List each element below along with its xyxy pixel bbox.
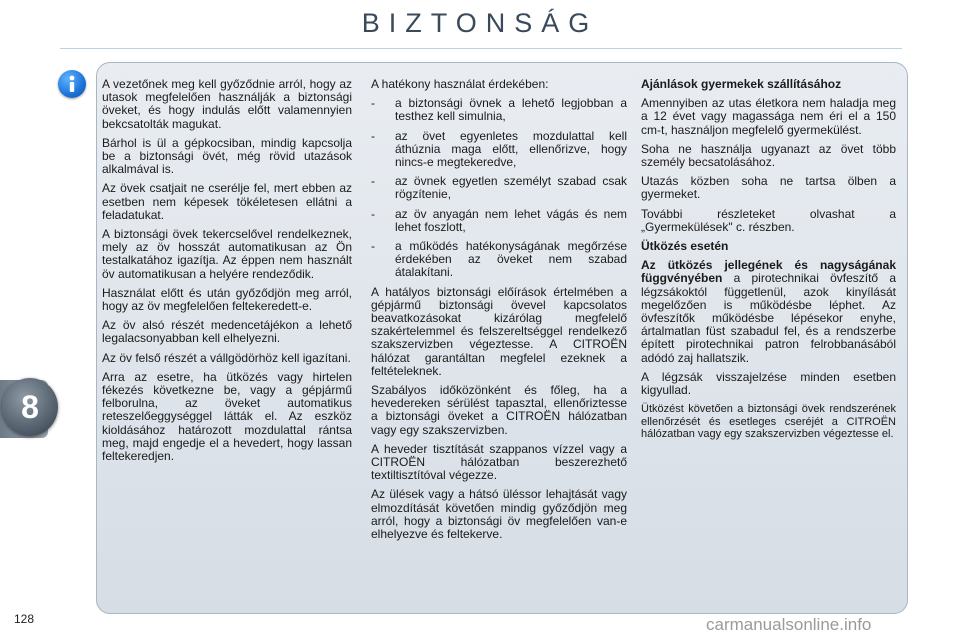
column-1 (102, 78, 352, 469)
usage-list (371, 97, 627, 279)
watermark: carmanualsonline.info (706, 615, 872, 634)
info-icon (58, 70, 86, 98)
airbag-light-paragraph: A légzsák visszajelzése minden esetben kigyullad. (641, 369, 896, 398)
title-divider (60, 48, 902, 49)
dash-bullet: - (371, 174, 375, 189)
dash-bullet: - (371, 239, 375, 254)
col1-paragraph: Bárhol is ül a gépkocsiban, mindig kapcsolja be a biztonsági övét, még rövid utazások alkalmával is. (102, 135, 352, 177)
list-item-text: az övet egyenletes mozdulattal kell áthúznia maga előtt, ellenőrizve, hogy nincs-e megtekeredve, (395, 128, 627, 170)
col1-paragraph: Az öv alsó részét medencetájékon a lehető legalacsonyabban kell elhelyezni. (102, 318, 352, 346)
col3-paragraph: További részleteket olvashat a „Gyermekülések" c. részben. (641, 206, 896, 234)
chapter-number-badge: 8 (2, 378, 58, 436)
dash-bullet: - (371, 128, 375, 143)
col1-paragraph: Az övek csatjait ne cserélje fel, mert ebben az esetben nem képesek tökéletesen ellátni a feladatukat. (102, 181, 352, 222)
col3-paragraph: Amennyiben az utas életkora nem haladja meg a 12 évet vagy magassága nem éri el a 150 cm-t, használjon megfelelő gyermekülést. (641, 96, 896, 137)
list-item (371, 240, 627, 280)
col1-paragraph: A vezetőnek meg kell győződnie arról, hogy az utasok megfelelően használják a biztonsági öveket, és hogy indulás előtt valamennyien bekcsatolták magukat. (102, 77, 352, 131)
list-item (371, 130, 627, 170)
page-title: BIZTONSÁG (361, 8, 599, 38)
col2-intro: A hatékony használat érdekében: (371, 77, 549, 91)
column-3 (641, 78, 896, 447)
col1-paragraph: Használat előtt és után győződjön meg arról, hogy az öv megfelelően feltekeredett-e. (102, 285, 352, 314)
col1-paragraph: Az öv felső részét a vállgödörhöz kell igazítani. (102, 350, 351, 365)
section-heading-impact: Ütközés esetén (641, 239, 729, 254)
page-number: 128 (14, 612, 35, 626)
dash-bullet: - (371, 96, 375, 111)
list-item (371, 97, 627, 123)
col2-paragraph: Szabályos időközönként és főleg, ha a hevedereken sérülést tapasztal, ellenőriztesse a biztonsági öveket a CITROËN hálózatban vagy egy szakszervizben. (371, 383, 627, 437)
list-item (371, 208, 627, 234)
col3-paragraph: Utazás közben soha ne tartsa ölben a gyermeket. (641, 174, 896, 202)
col1-paragraph: A biztonsági övek tekercselővel rendelkeznek, mely az öv hosszát automatikusan az Ön testalkatához igazítja. Az éppen nem használt öv automatikusan a helyére rendeződik. (102, 227, 352, 281)
impact-text: a pirotechnikai övfeszítő a légzsákoktól függetlenül, azok kinyílását megelőzően is működésbe léphet. Az övfeszítők működésbe lépésekor enyhe, ártalmatlan füst szabadul fel, és a rendszerbe épített pirotechnikai patron felrobbanásából adódó zaj hallatszik. (641, 271, 896, 365)
list-item (371, 175, 627, 201)
impact-bold-text: Az ütközés jellegének és nagyságának függvényében (641, 258, 896, 286)
list-item-text: az övnek egyetlen személyt szabad csak rögzítenie, (395, 174, 627, 202)
impact-paragraph (641, 259, 896, 365)
list-item-text: a működés hatékonyságának megőrzése érdekében az öveket nem szabad átalakítani. (395, 239, 627, 280)
col1-paragraph: Arra az esetre, ha ütközés vagy hirtelen fékezés következne be, vagy a gépjármű felborulna, az öveket automatikus reteszelőeggységgel látták el. Az eszköz kioldásához határozott mozdulattal rántsa meg, majd engedje el a hevedert, hogy lassan feltekeredjen. (102, 369, 352, 464)
section-heading-children: Ajánlások gyermekek szállításához (641, 77, 842, 91)
col2-paragraph: A heveder tisztítását szappanos vízzel vagy a CITROËN hálózatban beszerezhető textiltisztítóval végezze. (371, 441, 627, 483)
column-2 (371, 78, 627, 547)
col3-paragraph: Soha ne használja ugyanazt az övet több személy becsatolásához. (641, 141, 896, 170)
col2-paragraph: A hatályos biztonsági előírások értelmében a gépjármű biztonsági övevel kapcsolatos beavatkozásokat kizárólag megfelelő szakértelemmel és felszereltséggel rendelkező szakszervizben végeztesse. A CITROËN hálózat garantáltan megfelel ezeknek a feltételeknek. (371, 284, 627, 378)
dash-bullet: - (371, 206, 375, 221)
col2-paragraph: Az ülések vagy a hátsó üléssor lehajtását vagy elmozdítását követően mindig győződjön meg arról, hogy a biztonsági öv megfelelően van-e elhelyezve és feltekerve. (371, 487, 627, 542)
list-item-text: a biztonsági övnek a lehető legjobban a testhez kell simulnia, (395, 96, 627, 124)
list-item-text: az öv anyagán nem lehet vágás és nem lehet foszlott, (395, 206, 627, 234)
after-impact-paragraph: Ütközést követően a biztonsági övek rendszerének ellenőrzését és esetleges cseréjét a CITROËN hálózatban vagy egy szakszervizben végeztesse el. (641, 403, 896, 441)
